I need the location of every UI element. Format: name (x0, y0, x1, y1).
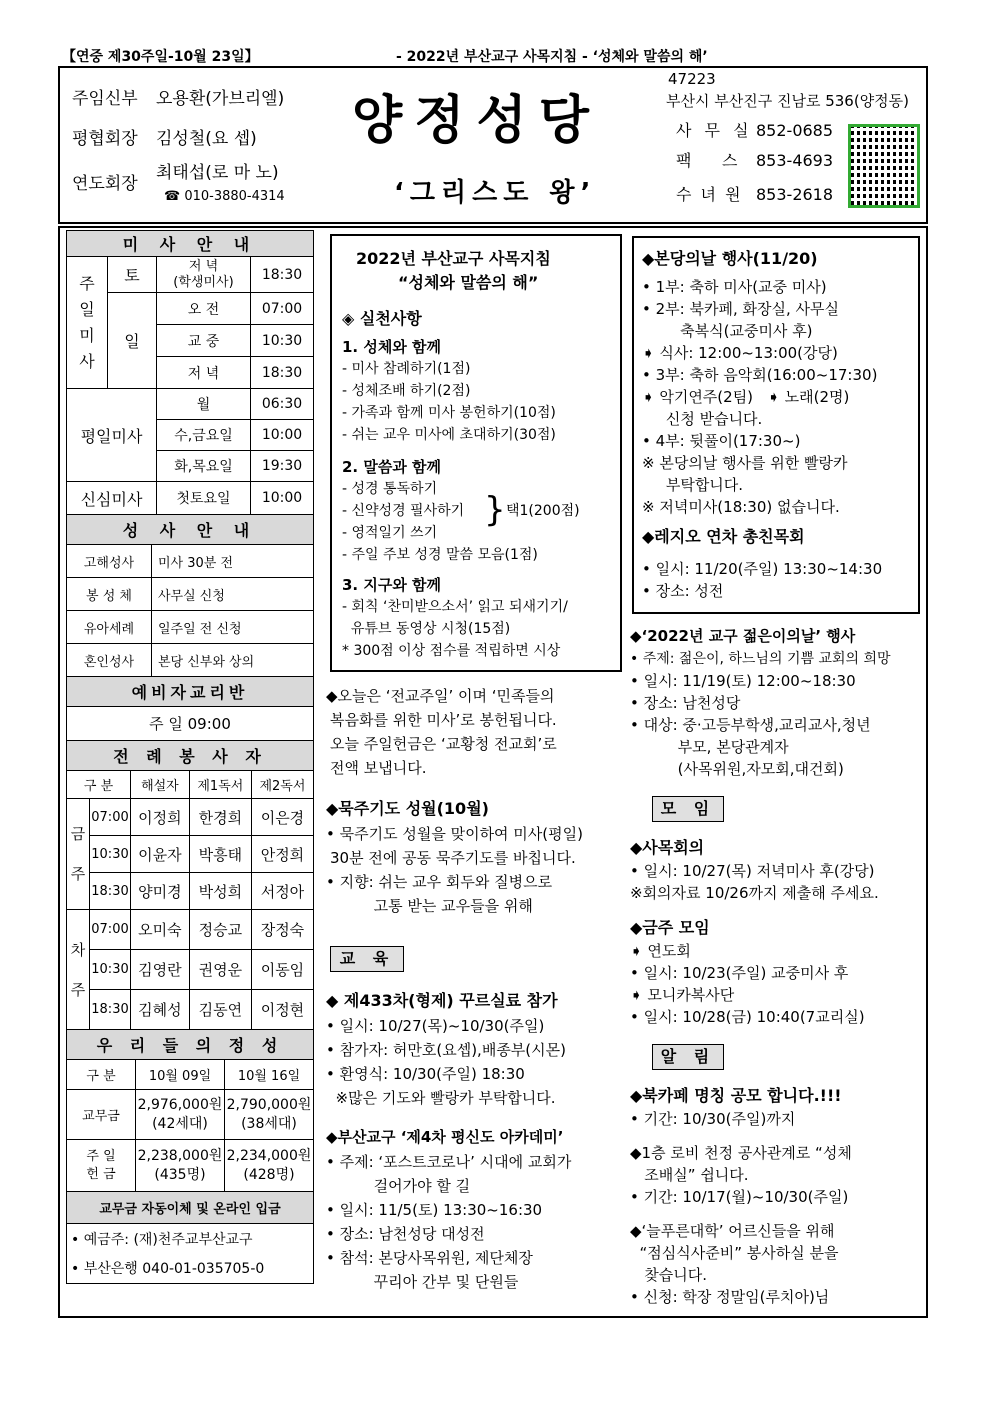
legio-line: • 장소: 성전 (642, 582, 724, 600)
server-name: 양미경 (131, 873, 190, 910)
guide-item: - 성체조배 하기(2점) (342, 383, 471, 399)
offering-amount (136, 1090, 225, 1140)
offering-count: (435명) (154, 1166, 206, 1183)
cursillo-notice (326, 988, 624, 1110)
pastor-name: 오용환(가브리엘) (156, 89, 285, 109)
server-name: 이윤자 (131, 836, 190, 873)
server-name: 이정현 (251, 990, 313, 1030)
server-time: 10:30 (90, 836, 131, 873)
liturgy-servers-table (66, 740, 314, 1030)
mission-line: 복음화를 위한 미사’로 봉헌됩니다. (330, 711, 557, 729)
guide-item: - 성경 통독하기 (342, 481, 438, 497)
address: 부산시 부산진구 진남로 536(양정동) (666, 92, 910, 110)
server-name: 이은경 (251, 799, 313, 836)
sacrament-note: 일주일 전 신청 (152, 611, 314, 644)
lobby-notice (630, 1142, 920, 1208)
offering-head: 구 분 (67, 1060, 136, 1090)
offering-amount (225, 1140, 314, 1192)
rosary-line: 고통 받는 교우들을 위해 (326, 897, 533, 915)
senior-volunteer-notice (630, 1220, 920, 1308)
academy-line: • 주제: ‘포스트코로나’ 시대에 교회가 (326, 1153, 572, 1171)
offering-amount (136, 1140, 225, 1192)
youth-day-line: • 대상: 중·고등부학생,교리교사,청년 (630, 716, 871, 734)
server-name: 오미숙 (131, 910, 190, 950)
sun-mass-name: 저 녁 (157, 357, 251, 389)
qr-code-icon[interactable] (848, 124, 920, 208)
offering-type: 주 일 헌 금 (67, 1140, 136, 1192)
academy-line: 걸어가야 할 길 (326, 1177, 471, 1195)
education-tag: 교 육 (330, 946, 404, 972)
youth-day-notice (630, 624, 920, 780)
legio-line: • 일시: 11/20(주일) 13:30~14:30 (642, 560, 883, 578)
legio-title: ◆레지오 연차 총친목회 (642, 527, 805, 546)
server-time: 18:30 (90, 990, 131, 1030)
bookcafe-title: ◆북카페 명칭 공모 합니다.!!! (630, 1086, 842, 1105)
offering-count: (428명) (243, 1166, 295, 1183)
server-name: 안정희 (251, 836, 313, 873)
youth-label: 연도회장 (72, 174, 138, 194)
weekly-meetings-line: ➧ 연도회 (630, 942, 691, 960)
this-week-label: 금 주 (67, 799, 90, 910)
parish-day-line: • 4부: 뒷풀이(17:30~) (642, 432, 801, 450)
server-name: 박성희 (189, 873, 251, 910)
offering-count: (38세대) (241, 1115, 297, 1132)
council-meeting-line: ※회의자료 10/26까지 제출해 주세요. (630, 884, 879, 902)
parish-day-line: • 3부: 축하 음악회(16:00~17:30) (642, 366, 878, 384)
convent-label: 수 녀 원 (676, 185, 743, 204)
pastoral-guide-box (330, 234, 622, 672)
guide-item: * 300점 이상 점수를 적립하면 시상 (342, 643, 561, 659)
server-name: 김혜성 (131, 990, 190, 1030)
senior-line: “점심식사준비” 봉사하실 분을 (630, 1244, 839, 1262)
senior-line: • 신청: 학장 정말임(루치아)님 (630, 1288, 830, 1306)
mission-line: 오늘 주일헌금은 ‘교황청 전교회’로 (330, 735, 557, 753)
parish-day-line: 신청 받습니다. (642, 410, 763, 428)
offering-head: 10월 09일 (136, 1060, 225, 1090)
server-time: 10:30 (90, 950, 131, 990)
server-name: 권영운 (189, 950, 251, 990)
guide-item: - 주일 주보 성경 말씀 모음(1점) (342, 547, 538, 563)
offering-amount-value: 2,238,000원 (137, 1147, 223, 1164)
weekly-meetings-line: • 일시: 10/28(금) 10:40(7교리실) (630, 1008, 865, 1026)
weekday-name: 수,금요일 (157, 420, 251, 451)
office-label: 사 무 실 (676, 121, 753, 140)
parish-day-title: ◆본당의날 행사(11/20) (642, 249, 818, 268)
senior-line: ◆‘늘푸른대학’ 어르신들을 위해 (630, 1222, 835, 1240)
server-time: 18:30 (90, 873, 131, 910)
mission-line: ◆오늘은 ‘전교주일’ 이며 ‘민족들의 (326, 687, 555, 705)
guide-item: 유튜브 동영상 시청(15점) (342, 621, 511, 637)
offering-amount-value: 2,976,000원 (137, 1096, 223, 1113)
server-name: 한경희 (189, 799, 251, 836)
account-holder: • 예금주: (재)천주교부산교구 (67, 1224, 314, 1254)
sun-mass-time: 07:00 (251, 293, 314, 325)
guide-item: - 미사 참례하기(1점) (342, 361, 471, 377)
top-bar (58, 46, 928, 66)
server-name: 서정아 (251, 873, 313, 910)
mass-title: 미 사 안 내 (67, 231, 314, 257)
offering-amount-value: 2,790,000원 (226, 1096, 312, 1113)
pastor-label: 주임신부 (72, 89, 138, 109)
academy-title: ◆부산교구 ‘제4차 평신도 아카데미’ (326, 1128, 564, 1146)
weekly-meetings-line: • 일시: 10/23(주일) 교중미사 후 (630, 964, 849, 982)
guide-item: - 회칙 ‘찬미받으소서’ 읽고 되새기기/ (342, 599, 568, 615)
parish-day-line: 부탁합니다. (642, 476, 744, 494)
server-name: 박흥태 (189, 836, 251, 873)
bank-account[interactable]: • 부산은행 040-01-035705-0 (67, 1254, 314, 1284)
sunday-mass-label: 주 일 미 사 (67, 257, 108, 389)
council-meeting-line: • 일시: 10/27(목) 저녁미사 후(강당) (630, 862, 875, 880)
server-time: 07:00 (90, 910, 131, 950)
diocese-theme: - 2022년 부산교구 사목지침 - ‘성체와 말씀의 해’ (396, 49, 708, 65)
weekly-meetings-notice (630, 916, 920, 1028)
choice-points: 택1(200점) (506, 503, 580, 519)
practice-heading: ◈ 실천사항 (342, 309, 422, 328)
sun-mass-time: 10:30 (251, 325, 314, 357)
parish-day-list (642, 276, 877, 518)
server-name: 이동임 (251, 950, 313, 990)
sacrament-note: 본당 신부와 상의 (152, 644, 314, 677)
academy-line: • 장소: 남천성당 대성전 (326, 1225, 485, 1243)
lobby-line: • 기간: 10/17(월)~10/30(주일) (630, 1188, 849, 1206)
convent-phone: 853-2618 (756, 185, 834, 204)
sacrament-name: 고해성사 (67, 545, 152, 578)
servers-head: 제2독서 (251, 771, 313, 799)
fax-label: 팩 스 (676, 151, 738, 170)
section-district: 3. 지구와 함께 (342, 576, 442, 594)
guide-item: - 영적일기 쓰기 (342, 525, 438, 541)
guide-item: - 쉬는 교우 미사에 초대하기(30점) (342, 427, 556, 443)
guide-item: - 가족과 함께 미사 봉헌하기(10점) (342, 405, 556, 421)
council-label: 평협회장 (72, 129, 138, 149)
parish-day-line: • 1부: 축하 미사(교중 미사) (642, 278, 827, 296)
sat-label: 토 (108, 257, 157, 293)
server-name: 정승교 (189, 910, 251, 950)
devotion-mass-time: 10:00 (251, 482, 314, 515)
weekday-mass-label: 평일미사 (67, 389, 157, 482)
section-eucharist: 1. 성체와 함께 (342, 338, 442, 356)
catechumen-title: 예비자교리반 (67, 677, 314, 707)
office-phone: 852-0685 (756, 121, 834, 140)
youth-phone: ☎ 010-3880-4314 (164, 189, 285, 204)
council-meeting-title: ◆사목회의 (630, 838, 705, 857)
rosary-line: • 묵주기도 성월을 맞이하여 미사(평일) (326, 825, 583, 843)
offering-amount-value: 2,234,000원 (226, 1147, 312, 1164)
server-name: 이정희 (131, 799, 190, 836)
server-time: 07:00 (90, 799, 131, 836)
server-name: 김동연 (189, 990, 251, 1030)
offering-amount (225, 1090, 314, 1140)
sat-time: 18:30 (251, 257, 314, 293)
youth-day-title: ◆‘2022년 교구 젊은이의날’ 행사 (630, 627, 856, 645)
youth-day-line: 부모, 본당관계자 (630, 738, 789, 756)
left-column (66, 230, 314, 1284)
weekly-meetings-title: ◆금주 모임 (630, 918, 710, 937)
mission-line: 전액 보냅니다. (330, 759, 427, 777)
weekday-time: 19:30 (251, 451, 314, 482)
parish-day-line: ※ 저녁미사(18:30) 없습니다. (642, 498, 840, 516)
youth-day-line: (사목위원,자모회,대건회) (630, 760, 844, 778)
weekday-name: 화,목요일 (157, 451, 251, 482)
issue-date: 【연중 제30주일-10월 23일】 (62, 49, 259, 65)
sacrament-name: 봉 성 체 (67, 578, 152, 611)
rosary-line: 30분 전에 공동 묵주기도를 바칩니다. (330, 849, 576, 867)
cursillo-line: • 환영식: 10/30(주일) 18:30 (326, 1065, 525, 1083)
offering-type: 교무금 (67, 1090, 136, 1140)
cursillo-line: • 일시: 10/27(목)~10/30(주일) (326, 1017, 545, 1035)
offering-count: (42세대) (152, 1115, 208, 1132)
sacrament-table (66, 514, 314, 741)
parish-day-line: 축복식(교중미사 후) (642, 322, 813, 340)
lobby-line: ◆1층 로비 천정 공사관계로 “성체 (630, 1144, 852, 1162)
academy-line: • 참석: 본당사목위원, 제단체장 (326, 1249, 533, 1267)
servers-title: 전 례 봉 사 자 (67, 741, 314, 771)
feast-motto: ‘그리스도 왕’ (394, 178, 597, 208)
youth-name: 최태섭(로 마 노) (156, 163, 279, 183)
sacrament-note: 사무실 신청 (152, 578, 314, 611)
rosary-month-notice (326, 796, 624, 918)
offering-head: 10월 16일 (225, 1060, 314, 1090)
rosary-title: ◆묵주기도 성월(10월) (326, 799, 489, 818)
guide-subtitle: “성체와 말씀의 해” (398, 273, 539, 292)
sat-eve-sub: (학생미사) (173, 274, 234, 290)
youth-day-line: • 주제: 젊은이, 하느님의 기쁨 교회의 희망 (630, 651, 891, 667)
postcode: 47223 (668, 70, 716, 88)
brace-icon: } (484, 490, 506, 530)
rosary-line: • 지향: 쉬는 교우 회두와 질병으로 (326, 873, 553, 891)
catechumen-time: 주 일 09:00 (67, 707, 314, 741)
auto-transfer-title: 교무금 자동이체 및 온라인 입금 (67, 1192, 314, 1224)
server-name: 김영란 (131, 950, 190, 990)
masthead (58, 66, 928, 224)
sun-label: 일 (108, 293, 157, 389)
bookcafe-notice (630, 1084, 920, 1130)
sun-mass-time: 18:30 (251, 357, 314, 389)
weekday-name: 월 (157, 389, 251, 420)
weekday-time: 10:00 (251, 420, 314, 451)
academy-line: • 일시: 11/5(토) 13:30~16:30 (326, 1201, 543, 1219)
academy-line: 꾸리아 간부 및 단원들 (326, 1273, 519, 1291)
meeting-tag: 모 임 (652, 796, 724, 822)
church-name: 양정성당 (352, 91, 601, 151)
weekday-time: 06:30 (251, 389, 314, 420)
guide-item: - 신약성경 필사하기 (342, 503, 465, 519)
offering-table (66, 1029, 314, 1284)
sun-mass-name: 오 전 (157, 293, 251, 325)
notice-tag: 알 림 (652, 1044, 724, 1070)
lay-academy-notice (326, 1124, 624, 1294)
sacrament-note: 미사 30분 전 (152, 545, 314, 578)
sat-eve (157, 257, 251, 293)
lobby-line: 조배실” 쉽니다. (630, 1166, 749, 1184)
sat-eve-label: 저 녁 (188, 258, 219, 274)
cursillo-title: ◆ 제433차(형제) 꾸르실료 참가 (326, 991, 558, 1010)
parish-day-line: • 2부: 북카페, 화장실, 사무실 (642, 300, 839, 318)
youth-day-line: • 일시: 11/19(토) 12:00~18:30 (630, 672, 856, 690)
council-name: 김성철(요 셉) (156, 129, 257, 149)
senior-line: 찾습니다. (630, 1266, 708, 1284)
mission-sunday-notice (326, 684, 624, 780)
sacrament-name: 혼인성사 (67, 644, 152, 677)
parish-day-line: ➧ 악기연주(2팀) ➧ 노래(2명) (642, 388, 850, 406)
servers-head: 해설자 (131, 771, 190, 799)
sacrament-name: 유아세례 (67, 611, 152, 644)
cursillo-line: ※많은 기도와 빨랑카 부탁합니다. (326, 1089, 556, 1107)
youth-day-line: • 장소: 남천성당 (630, 694, 741, 712)
bookcafe-line: • 기간: 10/30(주일)까지 (630, 1110, 796, 1128)
section-word: 2. 말씀과 함께 (342, 458, 442, 476)
parish-day-box (632, 236, 920, 614)
next-week-label: 차 주 (67, 910, 90, 1030)
devotion-mass-day: 첫토요일 (157, 482, 251, 515)
servers-head: 구 분 (67, 771, 131, 799)
parish-day-line: ➧ 식사: 12:00~13:00(강당) (642, 344, 838, 362)
sacrament-title: 성 사 안 내 (67, 515, 314, 545)
devotion-mass-label: 신심미사 (67, 482, 157, 515)
fax-number: 853-4693 (756, 151, 834, 170)
offering-title: 우 리 들 의 정 성 (67, 1030, 314, 1060)
parish-day-line: ※ 본당의날 행사를 위한 빨랑카 (642, 454, 848, 472)
servers-head: 제1독서 (189, 771, 251, 799)
mass-schedule-table (66, 230, 314, 515)
sun-mass-name: 교 중 (157, 325, 251, 357)
council-meeting-notice (630, 836, 920, 904)
guide-title: 2022년 부산교구 사목지침 (356, 249, 551, 268)
weekly-meetings-line: ➧ 모니카복사단 (630, 986, 735, 1004)
server-name: 장정숙 (251, 910, 313, 950)
cursillo-line: • 참가자: 허만호(요셉),배종부(시몬) (326, 1041, 566, 1059)
